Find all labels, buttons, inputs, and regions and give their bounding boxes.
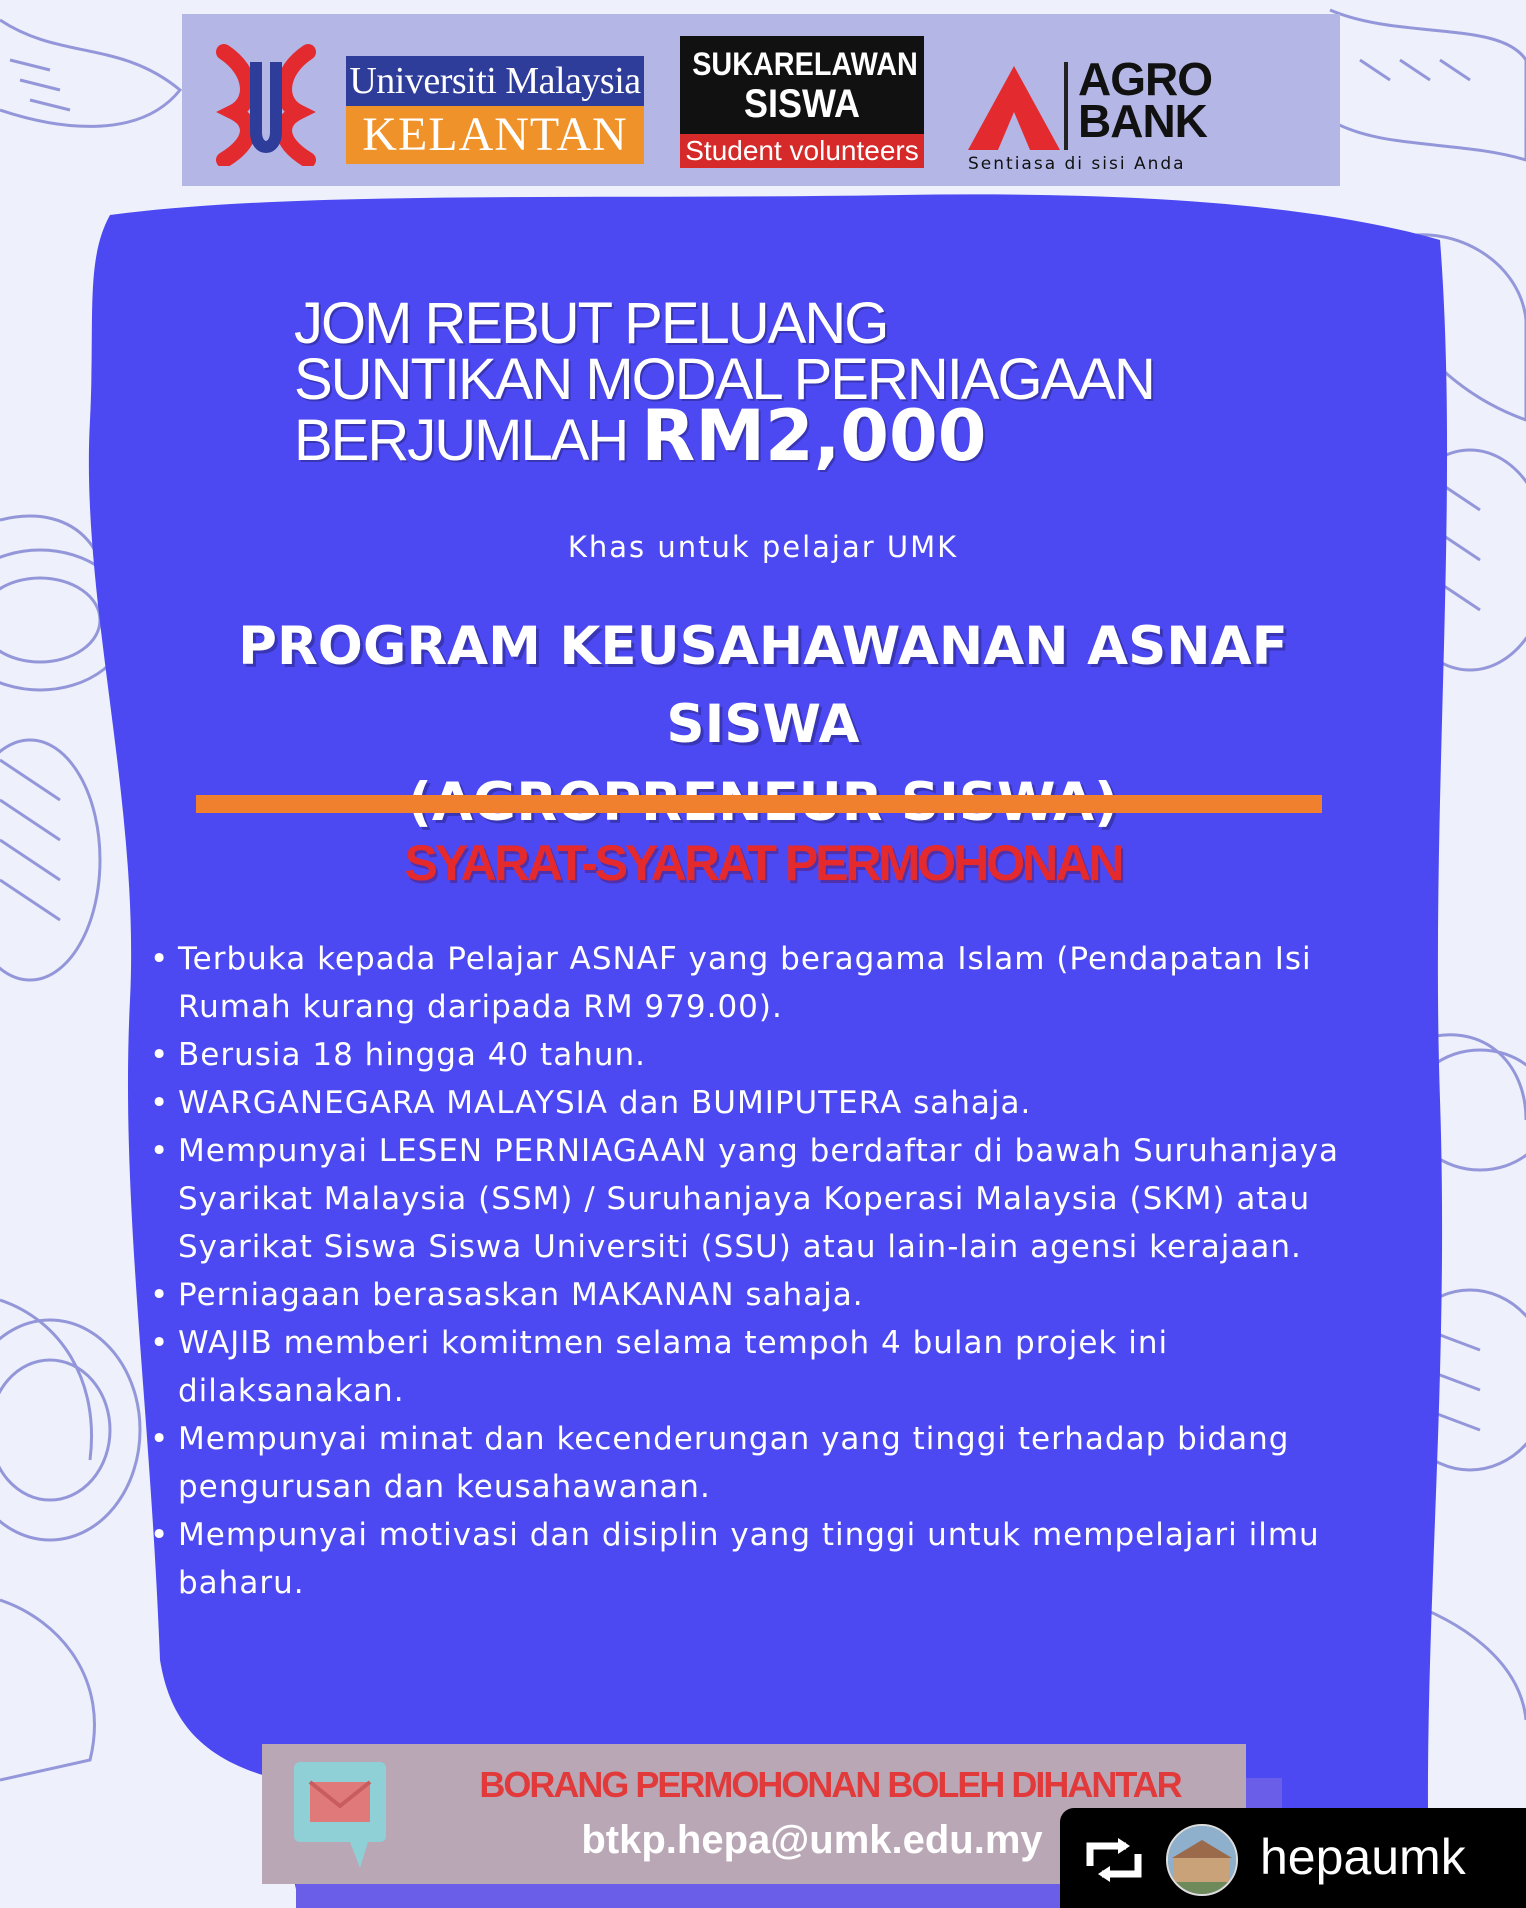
headline-line2: SUNTIKAN MODAL PERNIAGAAN	[294, 347, 1154, 412]
repost-icon	[1082, 1836, 1146, 1884]
headline-line3	[294, 395, 1154, 477]
headline-line1: JOM REBUT PELUANG	[294, 291, 888, 356]
avatar[interactable]	[1166, 1824, 1238, 1896]
requirement-item: • Mempunyai LESEN PERNIAGAAN yang berdaftar di bawah Suruhanjaya Syarikat Malaysia (SSM) / Suruhanjaya Koperasi Malaysia (SKM) atau Syarikat Siswa Siswa Universiti (SSU) atau lain-lain agensi kerajaan.	[150, 1127, 1400, 1271]
repost-handle[interactable]: hepaumk	[1260, 1829, 1466, 1885]
umk-logo-text	[346, 56, 644, 164]
umk-name-line1: Universiti Malaysia	[346, 56, 644, 106]
sukarelawan-line1: SUKARELAWAN	[692, 46, 918, 82]
requirement-item: • WARGANEGARA MALAYSIA dan BUMIPUTERA sahaja.	[150, 1079, 1400, 1127]
agrobank-name-line1: AGRO	[1078, 53, 1212, 105]
requirement-item: • Mempunyai motivasi dan disiplin yang tinggi untuk mempelajari ilmu baharu.	[150, 1511, 1400, 1607]
headline	[294, 291, 1154, 477]
sukarelawan-line3: Student volunteers	[680, 134, 924, 168]
umk-logo-icon	[214, 42, 318, 166]
agrobank-separator	[1064, 62, 1068, 150]
agrobank-name	[1078, 53, 1212, 147]
agrobank-triangle-icon	[966, 64, 1062, 152]
requirement-item: • Terbuka kepada Pelajar ASNAF yang beragama Islam (Pendapatan Isi Rumah kurang daripada RM 979.00).	[150, 935, 1400, 1031]
requirements-list	[150, 935, 1400, 1607]
agrobank-logo	[966, 42, 1266, 182]
submission-title: BORANG PERMOHONAN BOLEH DIHANTAR	[479, 1764, 1181, 1805]
program-title-line1: PROGRAM KEUSAHAWANAN ASNAF SISWA	[238, 616, 1288, 755]
repost-badge[interactable]	[1060, 1808, 1526, 1908]
headline-amount: RM2,000	[641, 395, 987, 477]
submission-email-link[interactable]: btkp.hepa@umk.edu.my	[581, 1818, 1043, 1862]
agrobank-name-line2: BANK	[1078, 95, 1207, 147]
target-audience-text: Khas untuk pelajar UMK	[567, 530, 959, 564]
envelope-chat-icon	[290, 1758, 390, 1870]
requirement-item: • Perniagaan berasaskan MAKANAN sahaja.	[150, 1271, 1400, 1319]
requirement-item: • WAJIB memberi komitmen selama tempoh 4 bulan projek ini dilaksanakan.	[150, 1319, 1400, 1415]
requirement-item: • Mempunyai minat dan kecenderungan yang tinggi terhadap bidang pengurusan dan keusahawanan.	[150, 1415, 1400, 1511]
headline-line3-text: BERJUMLAH	[294, 408, 628, 473]
sukarelawan-line2: SISWA	[743, 82, 861, 126]
building-photo-icon	[1168, 1826, 1236, 1894]
sukarelawan-siswa-logo	[680, 36, 924, 168]
agrobank-tagline: Sentiasa di sisi Anda	[968, 154, 1186, 174]
orange-divider	[196, 795, 1322, 813]
umk-name-line2: KELANTAN	[346, 106, 644, 164]
sponsor-logo-bar	[182, 14, 1340, 186]
requirements-heading: SYARAT-SYARAT PERMOHONAN	[404, 835, 1122, 891]
requirement-item: • Berusia 18 hingga 40 tahun.	[150, 1031, 1400, 1079]
